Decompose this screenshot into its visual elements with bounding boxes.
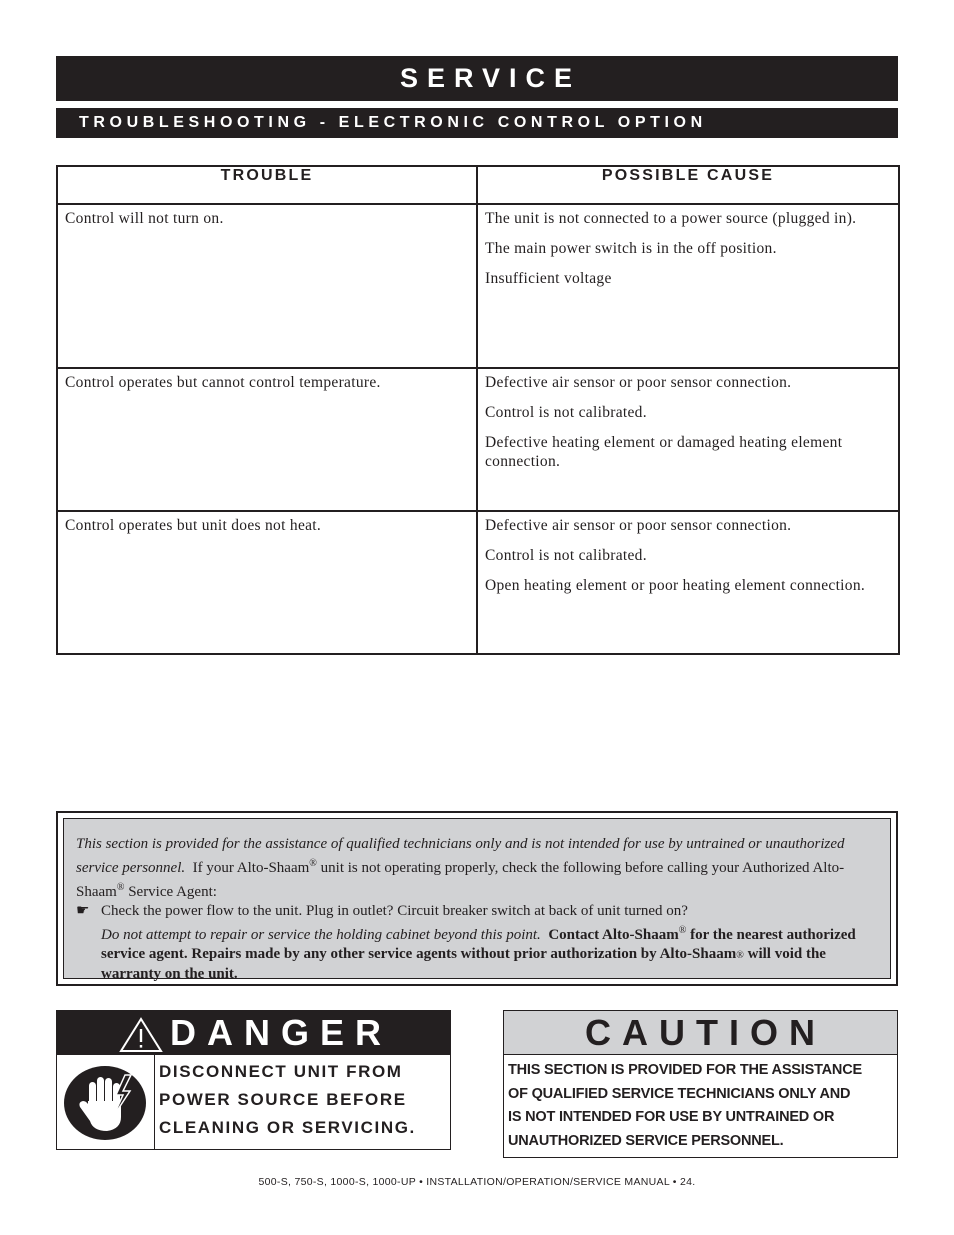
table-row (57, 204, 899, 368)
pointing-hand-icon: ☛ (76, 903, 90, 919)
registered-mark: ® (736, 950, 744, 961)
cause-cell (477, 204, 899, 368)
cause-item: Open heating element or poor heating element connection. (485, 577, 866, 594)
caution-message: THIS SECTION IS PROVIDED FOR THE ASSISTANCE OF QUALIFIED SERVICE TECHNICIANS ONLY AND IS NOT INTENDED FOR USE BY UNTRAINED OR UNAUTHORIZED SERVICE PERSONNEL. (508, 1062, 862, 1149)
cause-cell (477, 511, 899, 654)
notice-check-text: Check the power flow to the unit. Plug in outlet? Circuit breaker switch at back of unit turned on? (101, 903, 688, 919)
notice-intro: This section is provided for the assistance of qualified technicians only and is not intended for use by untrained or unauthorized service personnel. If your Alto-Shaam® unit is not operating properly, check the following before calling your Authorized Alto-Shaam® Service Agent: (76, 836, 845, 900)
service-notice-box (56, 811, 898, 986)
table-header-row (57, 166, 899, 204)
danger-title: DANGER (170, 1012, 393, 1053)
cause-item: Control is not calibrated. (485, 547, 647, 564)
danger-body (57, 1055, 450, 1149)
cause-cell (477, 368, 899, 511)
cause-item: Defective air sensor or poor sensor connection. (485, 517, 792, 534)
danger-icon-cell (57, 1055, 155, 1149)
notice-warning-text: Do not attempt to repair or service the holding cabinet beyond this point. (101, 927, 541, 943)
trouble-column-header: TROUBLE (57, 166, 477, 204)
danger-message: DISCONNECT UNIT FROM POWER SOURCE BEFORE CLEANING OR SERVICING. (159, 1062, 416, 1137)
danger-label (56, 1010, 451, 1150)
trouble-cell: Control operates but cannot control temperature. (57, 368, 477, 511)
cause-column-header: POSSIBLE CAUSE (477, 166, 899, 204)
section-title-bar (56, 56, 898, 101)
cause-item: The main power switch is in the off position. (485, 240, 777, 257)
caution-label (503, 1010, 898, 1158)
cause-item: Defective heating element or damaged heating element connection. (485, 434, 843, 470)
subsection-title-bar (56, 108, 898, 138)
electric-shock-hand-icon (63, 1065, 147, 1141)
subsection-title: TROUBLESHOOTING - ELECTRONIC CONTROL OPTION (79, 114, 707, 131)
page-footer: 500-S, 750-S, 1000-S, 1000-UP • INSTALLATION/OPERATION/SERVICE MANUAL • 24. (258, 1176, 696, 1188)
table-row (57, 368, 899, 511)
cause-item: Defective air sensor or poor sensor connection. (485, 374, 792, 391)
registered-mark: ® (309, 858, 317, 869)
caution-title: CAUTION (585, 1012, 826, 1053)
notice-check-item: ☛ Check the power flow to the unit. Plug in outlet? Circuit breaker switch at back of unit turned on? Do not attempt to repair or service the holding cabinet beyond this point. Contact Alto-Shaam® for the nearest authorized service agent. Repairs made by any other service agents without prior authorization by Alto-Shaam® will void the warranty on the unit. (76, 903, 856, 982)
service-notice-panel (63, 818, 891, 982)
danger-header (57, 1011, 450, 1055)
table-row (57, 511, 899, 654)
cause-item: The unit is not connected to a power source (plugged in). (485, 210, 857, 227)
notice-intro-italic: This section is provided for the assistance of qualified technicians only and is not intended for use by untrained or unauthorized service personnel. (76, 836, 845, 876)
caution-header (504, 1011, 897, 1055)
cause-item: Control is not calibrated. (485, 404, 647, 421)
trouble-cell: Control will not turn on. (57, 204, 477, 368)
trouble-cell: Control operates but unit does not heat. (57, 511, 477, 654)
warning-triangle-icon (119, 1017, 163, 1053)
registered-mark: ® (678, 925, 687, 936)
registered-mark: ® (116, 882, 125, 893)
troubleshooting-table (56, 165, 900, 655)
cause-item: Insufficient voltage (485, 270, 612, 287)
section-title: SERVICE (400, 63, 582, 93)
